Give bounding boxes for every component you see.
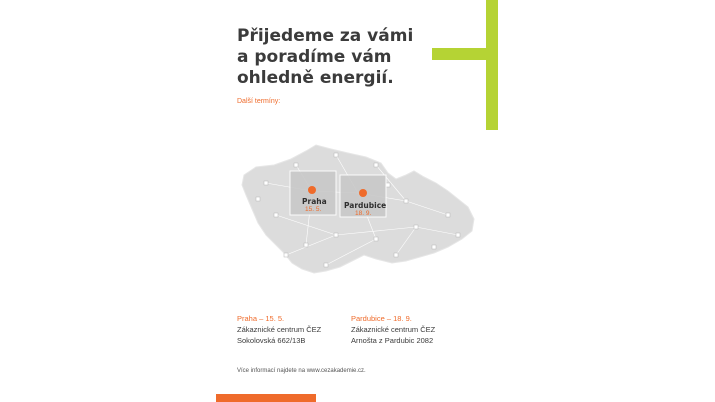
headline-line-2: a poradíme vám — [237, 47, 392, 67]
venue-pardubice-line-2: Arnošta z Pardubic 2082 — [351, 336, 434, 345]
map-date-praha: 15. 5. — [305, 206, 322, 213]
venue-pardubice-heading: Pardubice – 18. 9. — [351, 314, 412, 323]
map-date-pardubice: 18. 9. — [355, 210, 372, 217]
praha-marker — [308, 186, 316, 194]
pardubice-marker — [359, 189, 367, 197]
venue-pardubice-line-1: Zákaznické centrum ČEZ — [351, 325, 436, 334]
green-accent-bar-horizontal — [432, 48, 498, 60]
venue-praha-heading: Praha – 15. 5. — [237, 314, 285, 323]
more-dates-label: Další termíny: — [237, 98, 281, 105]
czech-map — [236, 135, 476, 285]
venue-praha-line-1: Zákaznické centrum ČEZ — [237, 325, 322, 334]
green-accent-bar-vertical — [486, 0, 498, 130]
venue-praha-line-2: Sokolovská 662/13B — [237, 336, 306, 345]
map-city-pardubice: Pardubice — [344, 201, 387, 210]
venue-pardubice — [351, 313, 435, 346]
headline — [237, 26, 437, 89]
more-info-text: Více informací najdete na www.cezakademie.cz. — [237, 368, 366, 374]
venue-praha — [237, 313, 321, 346]
map-city-praha: Praha — [302, 197, 327, 206]
headline-line-3: ohledně energií. — [237, 68, 394, 88]
orange-accent-bar — [216, 394, 316, 402]
headline-line-1: Přijedeme za vámi — [237, 26, 414, 46]
